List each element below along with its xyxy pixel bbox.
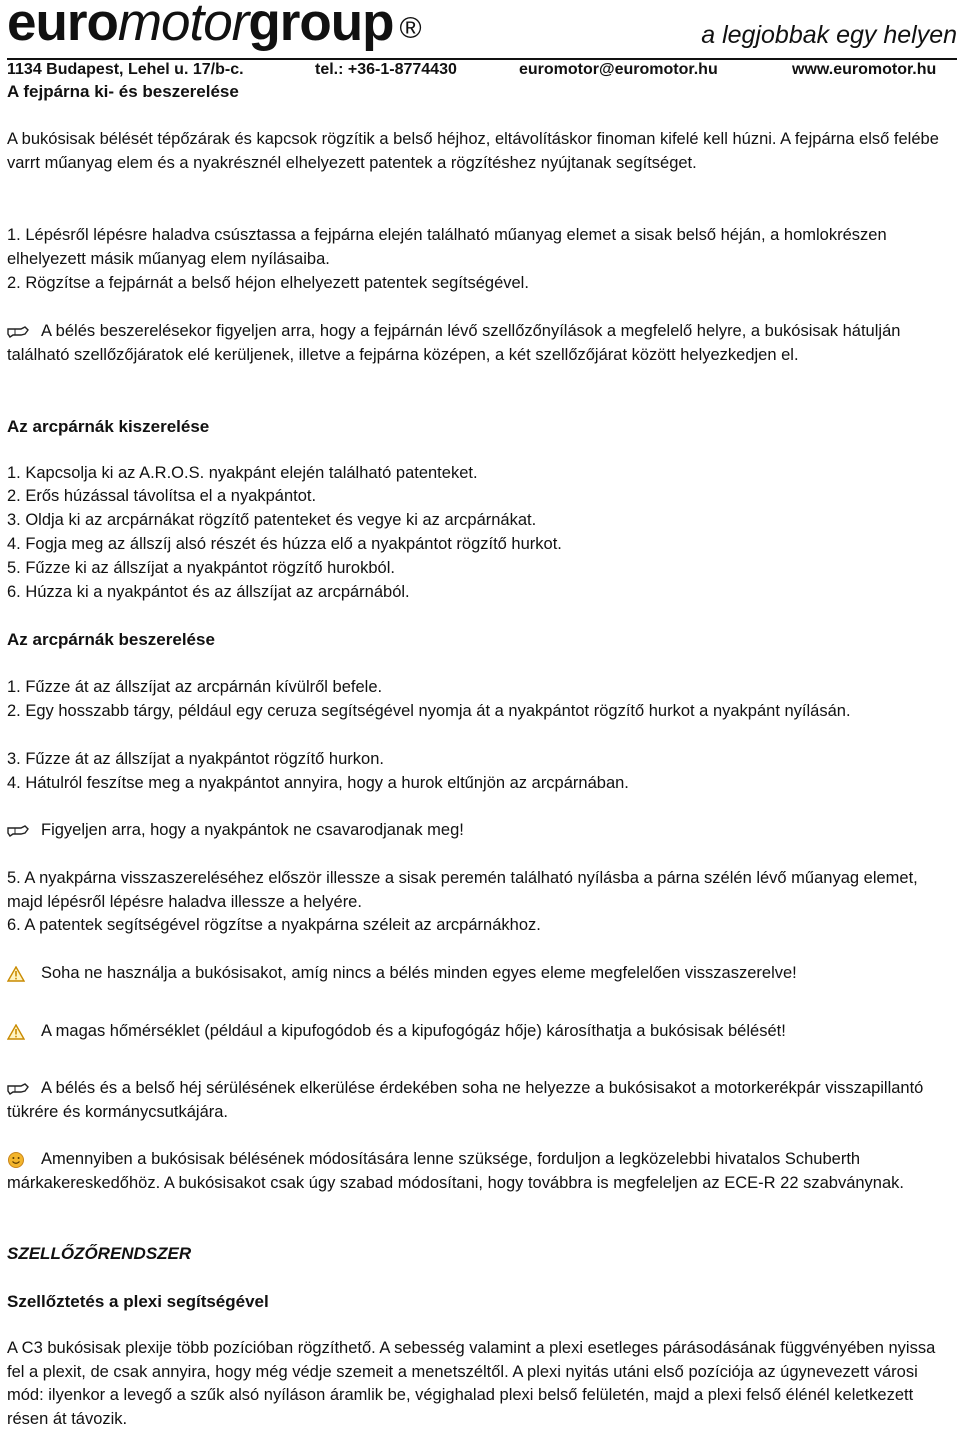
- note-mirror-text: A bélés és a belső héj sérülésének elkerülése érdekében soha ne helyezze a bukósisakot a motorkerékpár visszapillantó tükrére és kormánycsutkájára.: [7, 1079, 924, 1121]
- warning-2: [7, 1020, 786, 1043]
- registered-mark: ®: [399, 12, 421, 45]
- address: 1134 Budapest, Lehel u. 17/b-c.: [7, 61, 244, 78]
- warning-1-text: Soha ne használja a bukósisakot, amíg nincs a bélés minden egyes eleme megfelelően visszaszerelve!: [41, 964, 797, 982]
- smiley-icon: [7, 1151, 41, 1169]
- removal-step-1: 1. Kapcsolja ki az A.R.O.S. nyakpánt elején található patenteket.: [7, 464, 478, 482]
- note-ventilation-text: A bélés beszerelésekor figyeljen arra, hogy a fejpárnán lévő szellőzőnyílások a megfelelő helyre, a bukósisak hátulján található szellőzőjáratok elé kerüljenek, illetve a fejpárna középen, a két szellőzőjárat között helyezkedjen el.: [7, 322, 901, 364]
- note-twist: [7, 819, 464, 842]
- letterhead: [7, 0, 957, 60]
- brand-part-group: group: [248, 0, 394, 52]
- removal-step-2: 2. Erős húzással távolítsa el a nyakpántot.: [7, 487, 317, 505]
- note-dealer: [7, 1148, 953, 1195]
- warning-1: [7, 962, 797, 985]
- brand-part-motor: motor: [117, 0, 249, 52]
- note-ventilation: [7, 320, 953, 367]
- insert-step-3: 3. Fűzze át az állszíjat a nyakpántot rögzítő hurkon.: [7, 750, 384, 768]
- note-dealer-text: Amennyiben a bukósisak bélésének módosítására lenne szüksége, forduljon a legközelebbi hivatalos Schuberth márkakereskedőhöz. A bukósisakot csak úgy szabad módosítani, hogy továbbra is megfeleljen az ECE-R 22 szabványnak.: [7, 1150, 904, 1192]
- intro-paragraph: A bukósisak bélését tépőzárak és kapcsok rögzítik a belső héjhoz, eltávolításkor finoman kifelé kell húzni. A fejpárna első felébe varrt műanyag elem és a nyakrésznél elhelyezett patentek a rögzítéshez nyújtanak segítséget.: [7, 130, 939, 172]
- vent-heading: SZELLŐZŐRENDSZER: [7, 1244, 192, 1263]
- install-step-1: 1. Lépésről lépésre haladva csúsztassa a fejpárna elején található műanyag elemet a sisak belső héján, a homlokrészen elhelyezett másik műanyag elem nyílásaiba.: [7, 226, 887, 268]
- install-step-2: 2. Rögzítse a fejpárnát a belső héjon elhelyezett patentek segítségével.: [7, 274, 529, 292]
- insert-heading: Az arcpárnák beszerelése: [7, 630, 215, 649]
- tagline: a legjobbak egy helyen: [701, 21, 957, 49]
- pointing-hand-icon: [7, 824, 41, 838]
- removal-step-4: 4. Fogja meg az állszíj alsó részét és húzza elő a nyakpántot rögzítő hurkot.: [7, 535, 562, 553]
- brand-part-euro: euro: [7, 0, 118, 52]
- phone: tel.: +36-1-8774430: [315, 61, 457, 78]
- removal-step-5: 5. Fűzze ki az állszíjat a nyakpántot rögzítő hurokból.: [7, 559, 395, 577]
- pointing-hand-icon: [7, 1082, 41, 1096]
- website-link[interactable]: www.euromotor.hu: [792, 61, 937, 78]
- warning-triangle-icon: [7, 1024, 41, 1040]
- document-subtitle: A fejpárna ki- és beszerelése: [7, 82, 239, 101]
- removal-step-6: 6. Húzza ki a nyakpántot és az állszíjat az arcpárnából.: [7, 583, 410, 601]
- warning-triangle-icon: [7, 966, 41, 982]
- note-mirror: [7, 1077, 953, 1124]
- insert-step-1: 1. Fűzze át az állszíjat az arcpárnán kívülről befele.: [7, 678, 383, 696]
- visor-paragraph: A C3 bukósisak plexije több pozícióban rögzíthető. A sebesség valamint a plexi esetleges párásodásának függvényében nyissa fel a plexit, de csak annyira, hogy még védje szemeit a menetszéltől. A plexi nyitás utáni első pozíciója az úgynevezett városi mód: ilyenkor a levegő a szűk alsó nyíláson áramlik be, végighalad plexi belső felületén, majd a plexi felső élénél keletkezett résen át távozik.: [7, 1339, 936, 1428]
- insert-step-6: 6. A patentek segítségével rögzítse a nyakpárna széleit az arcpárnákhoz.: [7, 916, 541, 934]
- pointing-hand-icon: [7, 325, 41, 339]
- insert-step-2: 2. Egy hosszabb tárgy, például egy ceruza segítségével nyomja át a nyakpántot rögzítő hurkot a nyakpánt nyílásán.: [7, 702, 851, 720]
- insert-step-5: 5. A nyakpárna visszaszereléséhez először illessze a sisak peremén található nyílásba a párna szélén lévő műanyag elemet, majd lépésről lépésre haladva illessze a helyére.: [7, 869, 918, 911]
- note-twist-text: Figyeljen arra, hogy a nyakpántok ne csavarodjanak meg!: [41, 821, 464, 839]
- removal-step-3: 3. Oldja ki az arcpárnákat rögzítő patenteket és vegye ki az arcpárnákat.: [7, 511, 537, 529]
- visor-heading: Szellőztetés a plexi segítségével: [7, 1292, 269, 1311]
- warning-2-text: A magas hőmérséklet (például a kipufogódob és a kipufogógáz hője) károsíthatja a bukósisak bélését!: [41, 1022, 786, 1040]
- email-link[interactable]: euromotor@euromotor.hu: [519, 61, 718, 78]
- removal-heading: Az arcpárnák kiszerelése: [7, 417, 210, 436]
- insert-step-4: 4. Hátulról feszítse meg a nyakpántot annyira, hogy a hurok eltűnjön az arcpárnában.: [7, 774, 629, 792]
- brand-logo: [7, 0, 421, 52]
- contact-line: [7, 60, 957, 80]
